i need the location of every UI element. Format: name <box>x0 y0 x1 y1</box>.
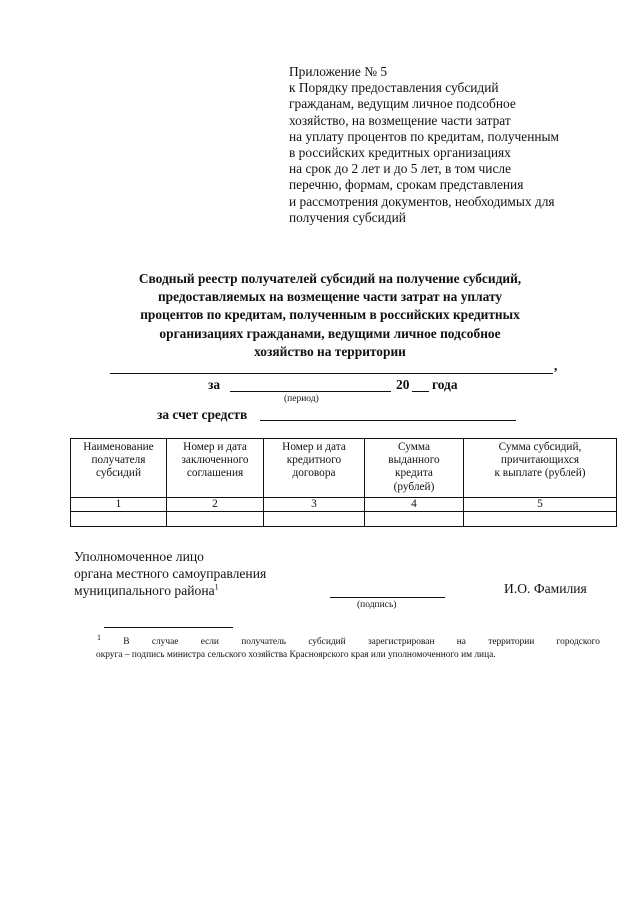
register-table <box>70 438 617 527</box>
signature-blank-line <box>330 597 445 598</box>
authorized-line: муниципального района$^1$ <box>74 582 219 598</box>
appendix-line: перечню, формам, срокам представления <box>289 177 524 193</box>
column-number: 4 <box>365 498 464 512</box>
footnote-line: 1 В случае если получатель субсидий зарегистрирован на территории городского <box>97 632 600 647</box>
col-header-recipient: Наименование получателя субсидий <box>71 439 167 498</box>
signer-name: И.О. Фамилия <box>504 581 587 596</box>
title-line: организациях гражданами, ведущими личное подсобное <box>159 325 501 341</box>
table-cell <box>365 512 464 527</box>
authorized-line: Уполномоченное лицо <box>74 549 204 564</box>
appendix-line: получения субсидий <box>289 209 406 225</box>
title-line: предоставляемых на возмещение части затрат на уплату <box>157 289 503 305</box>
territory-comma: , <box>554 358 558 373</box>
za-label: за <box>208 377 221 392</box>
table-cell <box>264 512 365 527</box>
territory-blank-line <box>110 373 553 374</box>
authorized-line: органа местного самоуправления <box>74 566 267 581</box>
funds-blank-line <box>260 420 516 421</box>
funds-label: за счет средств <box>157 407 248 422</box>
column-number: 3 <box>264 498 365 512</box>
appendix-line: к Порядку предоставления субсидий <box>289 80 499 96</box>
year-blank-line <box>412 391 429 392</box>
title-line: процентов по кредитам, полученным в российских кредитных <box>140 307 520 323</box>
col-header-credit-contract: Номер и дата кредитного договора <box>264 439 365 498</box>
appendix-line: гражданам, ведущим личное подсобное <box>289 96 516 112</box>
footnote-reference: 1 <box>214 582 219 592</box>
table-row <box>71 512 617 527</box>
signature-caption: (подпись) <box>357 600 397 610</box>
appendix-line: хозяйство, на возмещение части затрат <box>289 112 511 128</box>
year-suffix: года <box>432 377 458 392</box>
footnote-line: округа – подпись министра сельского хозяйства Красноярского края или уполномоченного им лица. <box>96 650 496 660</box>
appendix-header <box>289 64 619 226</box>
footnote-separator <box>104 627 233 628</box>
title-line: хозяйство на территории <box>254 343 406 359</box>
column-number: 1 <box>71 498 167 512</box>
footnote-mark: 1 <box>97 632 101 642</box>
period-blank-line <box>230 391 391 392</box>
appendix-line: на уплату процентов по кредитам, полученным <box>289 128 560 144</box>
table-row-column-numbers <box>71 498 617 512</box>
table-header-row <box>71 439 617 498</box>
table-cell <box>71 512 167 527</box>
title-line: Сводный реестр получателей субсидий на получение субсидий, <box>138 271 522 286</box>
table-cell <box>167 512 264 527</box>
column-number: 5 <box>464 498 617 512</box>
appendix-line: и рассмотрения документов, необходимых для <box>289 193 555 209</box>
column-number: 2 <box>167 498 264 512</box>
col-header-agreement: Номер и дата заключенного соглашения <box>167 439 264 498</box>
col-header-credit-amount: Сумма выданного кредита (рублей) <box>365 439 464 498</box>
appendix-line: Приложение № 5 <box>289 64 388 79</box>
col-header-subsidy-amount: Сумма субсидий, причитающихся к выплате (рублей) <box>464 439 617 498</box>
document-title <box>60 270 600 361</box>
table-cell <box>464 512 617 527</box>
period-caption: (период) <box>284 394 319 404</box>
appendix-line: в российских кредитных организациях <box>289 145 511 161</box>
footnote <box>96 632 600 662</box>
year-prefix: 20 <box>396 377 410 392</box>
appendix-line: на срок до 2 лет и до 5 лет, в том числе <box>289 161 512 177</box>
authorized-person-block <box>74 548 266 599</box>
